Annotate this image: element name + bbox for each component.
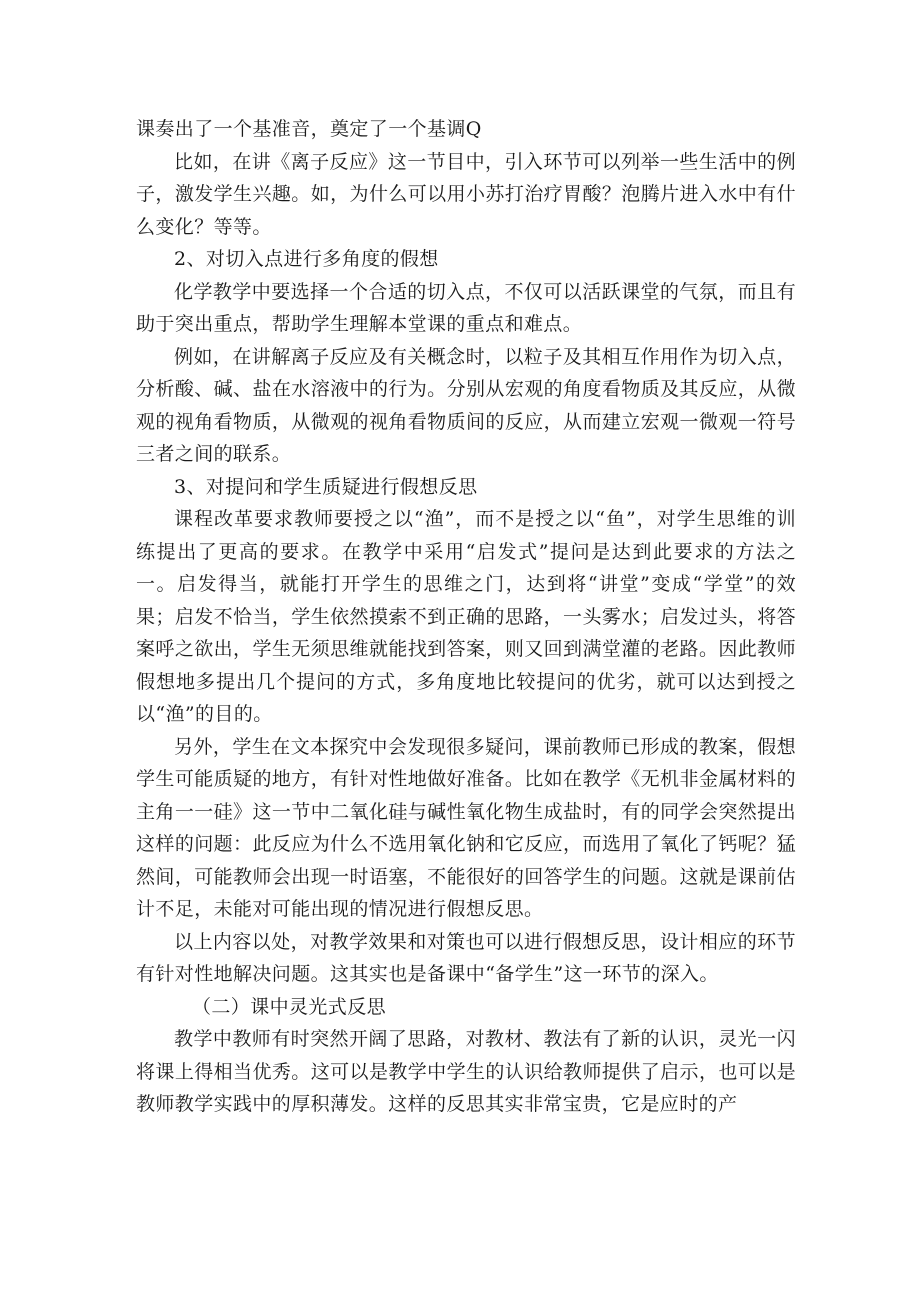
- paragraph: 教学中教师有时突然开阔了思路，对教材、教法有了新的认识，灵光一闪将课上得相当优秀。这可以是教学中学生的认识给教师提供了启示，也可以是教师教学实践中的厚积薄发。这样的反思其实非常宝贵，它是应时的产: [136, 1028, 796, 1115]
- document-body: [136, 113, 796, 1121]
- section-heading: （二）课中灵光式反思: [192, 995, 387, 1018]
- paragraph: 例如，在讲解离子反应及有关概念时，以粒子及其相互作用作为切入点，分析酸、碱、盐在水溶液中的行为。分别从宏观的角度看物质及其反应，从微观的视角看物质，从微观的视角看物质间的反应，从而建立宏观一微观一符号三者之间的联系。: [136, 345, 796, 465]
- paragraph: 比如，在讲《离子反应》这一节目中，引入环节可以列举一些生活中的例子，激发学生兴趣。如，为什么可以用小苏打治疗胃酸？泡腾片进入水中有什么变化？等等。: [136, 150, 796, 238]
- paragraph: 以上内容以处，对教学效果和对策也可以进行假想反思，设计相应的环节有针对性地解决问题。这其实也是备课中“备学生”这一环节的深入。: [136, 930, 796, 985]
- section-heading: 3、对提问和学生质疑进行假想反思: [174, 475, 478, 498]
- paragraph-continuation: 课奏出了一个基准音，奠定了一个基调Q: [136, 118, 482, 140]
- paragraph: 课程改革要求教师要授之以“渔”，而不是授之以“鱼”，对学生思维的训练提出了更高的要求。在教学中采用“启发式”提问是达到此要求的方法之一。启发得当，就能打开学生的思维之门，达到将“讲堂”变成“学堂”的效果；启发不恰当，学生依然摸索不到正确的思路，一头雾水；启发过头，将答案呼之欲出，学生无须思维就能找到答案，则又回到满堂灌的老路。因此教师假想地多提出几个提问的方式，多角度地比较提问的优劣，就可以达到授之以“渔”的目的。: [136, 508, 796, 725]
- paragraph: 化学教学中要选择一个合适的切入点，不仅可以活跃课堂的气氛，而且有助于突出重点，帮助学生理解本堂课的重点和难点。: [136, 280, 796, 335]
- paragraph: 另外，学生在文本探究中会发现很多疑问，课前教师已形成的教案，假想学生可能质疑的地方，有针对性地做好准备。比如在教学《无机非金属材料的主角一一硅》这一节中二氧化硅与碱性氧化物生成盐时，有的同学会突然提出这样的问题：此反应为什么不选用氧化钠和它反应，而选用了氧化了钙呢？猛然间，可能教师会出现一时语塞，不能很好的回答学生的问题。这就是课前估计不足，未能对可能出现的情况进行假想反思。: [136, 735, 796, 920]
- section-heading: 2、对切入点进行多角度的假想: [174, 248, 439, 270]
